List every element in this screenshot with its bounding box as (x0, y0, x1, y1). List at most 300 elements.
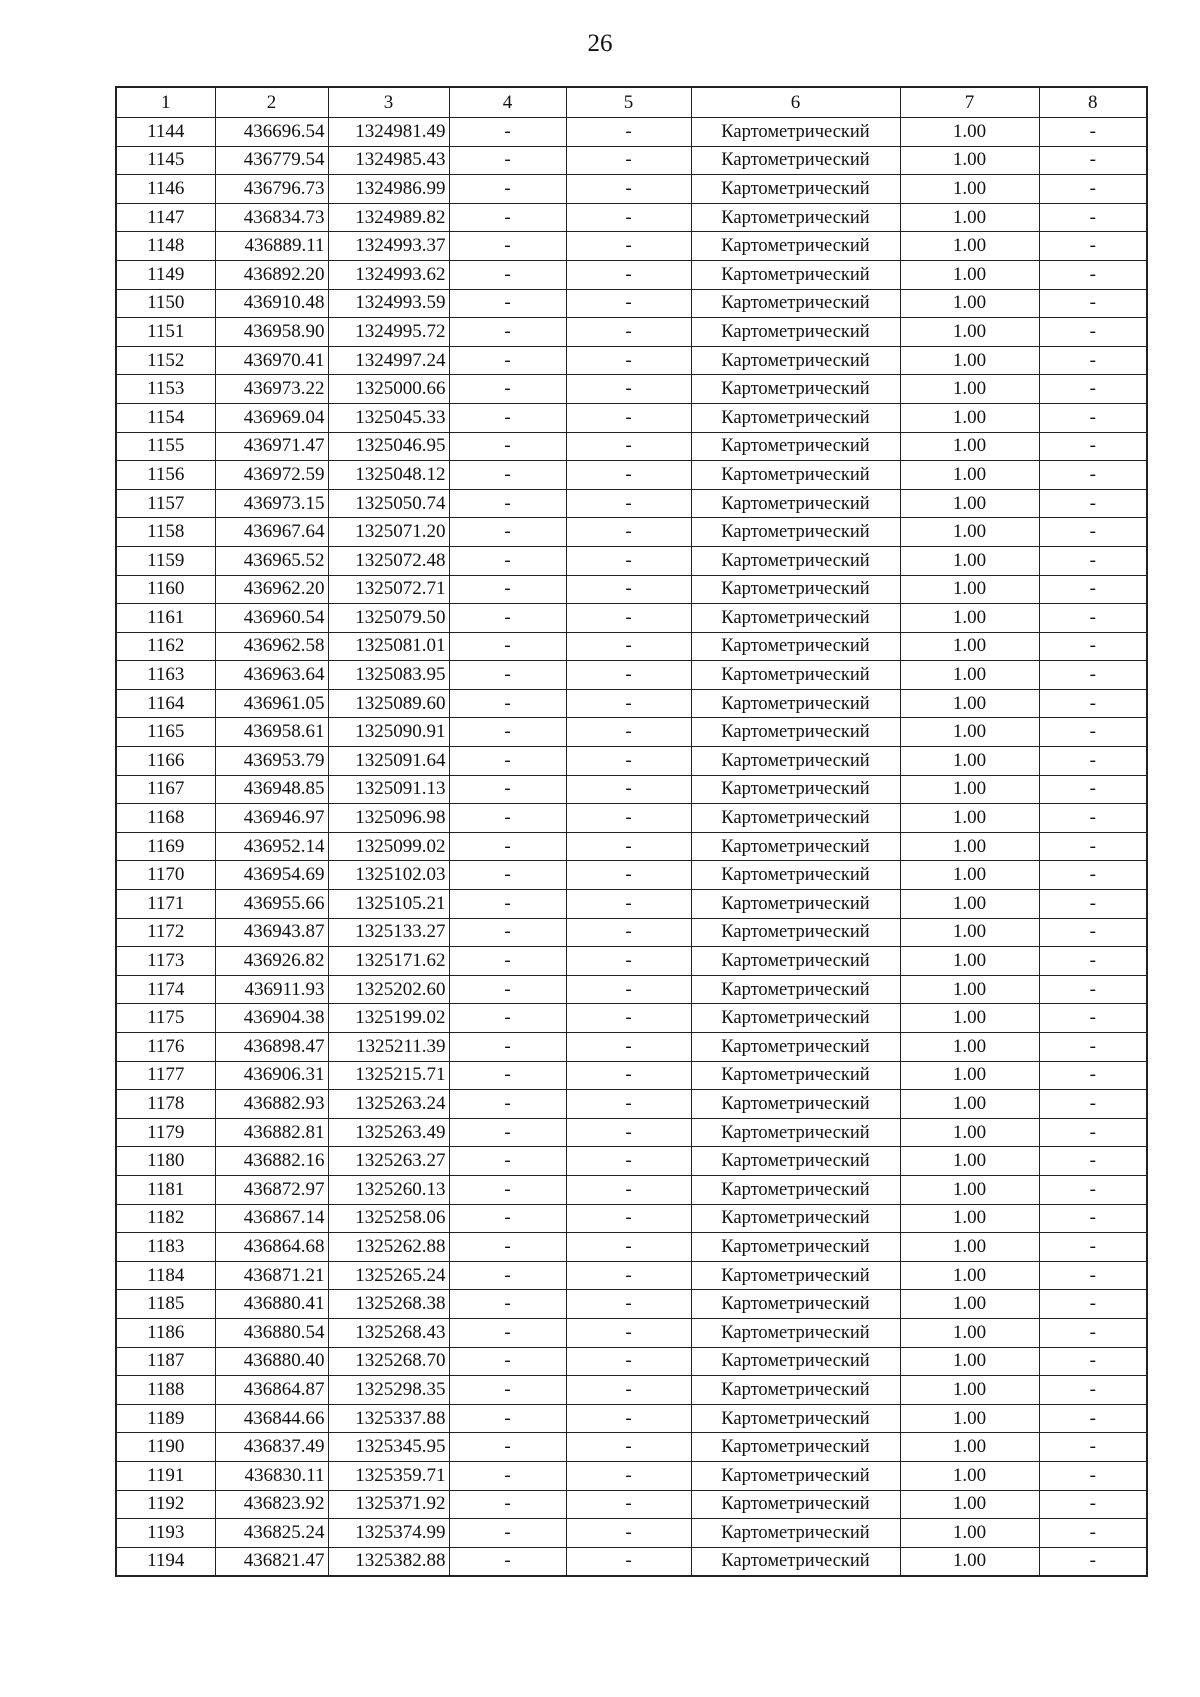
table-row (116, 1204, 1147, 1233)
col5-cell: - (566, 1147, 691, 1176)
point-number-cell: 1148 (116, 232, 215, 261)
method-cell: Картометрический (691, 1376, 900, 1405)
x-coordinate-cell: 436779.54 (215, 146, 328, 175)
col8-cell: - (1039, 1061, 1147, 1090)
y-coordinate-cell: 1324993.62 (328, 260, 449, 289)
point-number-cell: 1163 (116, 661, 215, 690)
col4-cell: - (449, 1118, 566, 1147)
accuracy-cell: 1.00 (900, 1118, 1039, 1147)
accuracy-cell: 1.00 (900, 1090, 1039, 1119)
col8-cell: - (1039, 832, 1147, 861)
accuracy-cell: 1.00 (900, 1404, 1039, 1433)
col4-cell: - (449, 1490, 566, 1519)
y-coordinate-cell: 1325091.64 (328, 747, 449, 776)
col8-cell: - (1039, 232, 1147, 261)
y-coordinate-cell: 1325374.99 (328, 1519, 449, 1548)
col5-cell: - (566, 1519, 691, 1548)
accuracy-cell: 1.00 (900, 203, 1039, 232)
method-cell: Картометрический (691, 118, 900, 147)
col5-cell: - (566, 289, 691, 318)
col8-cell: - (1039, 804, 1147, 833)
y-coordinate-cell: 1325268.70 (328, 1347, 449, 1376)
method-cell: Картометрический (691, 1033, 900, 1062)
col5-cell: - (566, 1404, 691, 1433)
table-row (116, 232, 1147, 261)
col5-cell: - (566, 461, 691, 490)
page-number: 26 (587, 30, 613, 57)
point-number-cell: 1157 (116, 489, 215, 518)
col4-cell: - (449, 1033, 566, 1062)
table-row (116, 1147, 1147, 1176)
y-coordinate-cell: 1325000.66 (328, 375, 449, 404)
col5-cell: - (566, 1004, 691, 1033)
x-coordinate-cell: 436880.41 (215, 1290, 328, 1319)
accuracy-cell: 1.00 (900, 947, 1039, 976)
col8-cell: - (1039, 175, 1147, 204)
table-row (116, 461, 1147, 490)
col5-cell: - (566, 804, 691, 833)
point-number-cell: 1156 (116, 461, 215, 490)
y-coordinate-cell: 1325298.35 (328, 1376, 449, 1405)
col4-cell: - (449, 975, 566, 1004)
col4-cell: - (449, 890, 566, 919)
col5-cell: - (566, 260, 691, 289)
accuracy-cell: 1.00 (900, 661, 1039, 690)
table-row (116, 518, 1147, 547)
point-number-cell: 1153 (116, 375, 215, 404)
method-cell: Картометрический (691, 918, 900, 947)
accuracy-cell: 1.00 (900, 918, 1039, 947)
col8-cell: - (1039, 1519, 1147, 1548)
table-row (116, 632, 1147, 661)
point-number-cell: 1146 (116, 175, 215, 204)
y-coordinate-cell: 1325081.01 (328, 632, 449, 661)
col4-cell: - (449, 203, 566, 232)
accuracy-cell: 1.00 (900, 1290, 1039, 1319)
method-cell: Картометрический (691, 632, 900, 661)
x-coordinate-cell: 436962.58 (215, 632, 328, 661)
col8-cell: - (1039, 947, 1147, 976)
accuracy-cell: 1.00 (900, 146, 1039, 175)
y-coordinate-cell: 1324986.99 (328, 175, 449, 204)
x-coordinate-cell: 436904.38 (215, 1004, 328, 1033)
x-coordinate-cell: 436892.20 (215, 260, 328, 289)
point-number-cell: 1183 (116, 1233, 215, 1262)
x-coordinate-cell: 436970.41 (215, 346, 328, 375)
col4-cell: - (449, 689, 566, 718)
col4-cell: - (449, 1090, 566, 1119)
col4-cell: - (449, 403, 566, 432)
col5-cell: - (566, 918, 691, 947)
x-coordinate-cell: 436973.22 (215, 375, 328, 404)
table-row (116, 1490, 1147, 1519)
point-number-cell: 1171 (116, 890, 215, 919)
method-cell: Картометрический (691, 203, 900, 232)
y-coordinate-cell: 1325096.98 (328, 804, 449, 833)
col4-cell: - (449, 232, 566, 261)
col8-cell: - (1039, 346, 1147, 375)
method-cell: Картометрический (691, 1147, 900, 1176)
col5-cell: - (566, 432, 691, 461)
point-number-cell: 1172 (116, 918, 215, 947)
table-row (116, 575, 1147, 604)
y-coordinate-cell: 1324997.24 (328, 346, 449, 375)
table-row (116, 775, 1147, 804)
y-coordinate-cell: 1325045.33 (328, 403, 449, 432)
col8-cell: - (1039, 1290, 1147, 1319)
col8-cell: - (1039, 1033, 1147, 1062)
col8-cell: - (1039, 861, 1147, 890)
col4-cell: - (449, 346, 566, 375)
accuracy-cell: 1.00 (900, 832, 1039, 861)
method-cell: Картометрический (691, 604, 900, 633)
method-cell: Картометрический (691, 1404, 900, 1433)
col4-cell: - (449, 575, 566, 604)
y-coordinate-cell: 1325046.95 (328, 432, 449, 461)
table-row (116, 890, 1147, 919)
y-coordinate-cell: 1325262.88 (328, 1233, 449, 1262)
accuracy-cell: 1.00 (900, 489, 1039, 518)
x-coordinate-cell: 436962.20 (215, 575, 328, 604)
point-number-cell: 1165 (116, 718, 215, 747)
point-number-cell: 1189 (116, 1404, 215, 1433)
accuracy-cell: 1.00 (900, 861, 1039, 890)
x-coordinate-cell: 436898.47 (215, 1033, 328, 1062)
col4-cell: - (449, 1376, 566, 1405)
table-row (116, 1033, 1147, 1062)
col8-cell: - (1039, 1147, 1147, 1176)
point-number-cell: 1160 (116, 575, 215, 604)
table-row (116, 1433, 1147, 1462)
x-coordinate-cell: 436971.47 (215, 432, 328, 461)
accuracy-cell: 1.00 (900, 403, 1039, 432)
col4-cell: - (449, 1290, 566, 1319)
y-coordinate-cell: 1325371.92 (328, 1490, 449, 1519)
col4-cell: - (449, 1404, 566, 1433)
method-cell: Картометрический (691, 747, 900, 776)
point-number-cell: 1150 (116, 289, 215, 318)
column-header: 5 (566, 87, 691, 118)
y-coordinate-cell: 1325268.38 (328, 1290, 449, 1319)
accuracy-cell: 1.00 (900, 1318, 1039, 1347)
x-coordinate-cell: 436948.85 (215, 775, 328, 804)
col4-cell: - (449, 918, 566, 947)
col5-cell: - (566, 975, 691, 1004)
col5-cell: - (566, 518, 691, 547)
method-cell: Картометрический (691, 1433, 900, 1462)
table-row (116, 1290, 1147, 1319)
table-row (116, 861, 1147, 890)
col4-cell: - (449, 1147, 566, 1176)
col8-cell: - (1039, 118, 1147, 147)
point-number-cell: 1186 (116, 1318, 215, 1347)
point-number-cell: 1164 (116, 689, 215, 718)
point-number-cell: 1190 (116, 1433, 215, 1462)
table-row (116, 1175, 1147, 1204)
table-row (116, 832, 1147, 861)
col4-cell: - (449, 118, 566, 147)
point-number-cell: 1187 (116, 1347, 215, 1376)
method-cell: Картометрический (691, 1547, 900, 1576)
x-coordinate-cell: 436837.49 (215, 1433, 328, 1462)
col5-cell: - (566, 890, 691, 919)
col4-cell: - (449, 804, 566, 833)
x-coordinate-cell: 436955.66 (215, 890, 328, 919)
point-number-cell: 1155 (116, 432, 215, 461)
x-coordinate-cell: 436946.97 (215, 804, 328, 833)
method-cell: Картометрический (691, 1004, 900, 1033)
point-number-cell: 1179 (116, 1118, 215, 1147)
col4-cell: - (449, 1318, 566, 1347)
y-coordinate-cell: 1325202.60 (328, 975, 449, 1004)
col8-cell: - (1039, 1090, 1147, 1119)
x-coordinate-cell: 436864.87 (215, 1376, 328, 1405)
point-number-cell: 1182 (116, 1204, 215, 1233)
y-coordinate-cell: 1325102.03 (328, 861, 449, 890)
col8-cell: - (1039, 146, 1147, 175)
col5-cell: - (566, 661, 691, 690)
accuracy-cell: 1.00 (900, 518, 1039, 547)
col4-cell: - (449, 289, 566, 318)
col5-cell: - (566, 832, 691, 861)
method-cell: Картометрический (691, 461, 900, 490)
y-coordinate-cell: 1325089.60 (328, 689, 449, 718)
col4-cell: - (449, 432, 566, 461)
col5-cell: - (566, 947, 691, 976)
col4-cell: - (449, 1175, 566, 1204)
table-row (116, 260, 1147, 289)
point-number-cell: 1181 (116, 1175, 215, 1204)
col8-cell: - (1039, 1004, 1147, 1033)
x-coordinate-cell: 436880.54 (215, 1318, 328, 1347)
table-row (116, 1118, 1147, 1147)
x-coordinate-cell: 436867.14 (215, 1204, 328, 1233)
table-row (116, 1519, 1147, 1548)
method-cell: Картометрический (691, 947, 900, 976)
col4-cell: - (449, 375, 566, 404)
accuracy-cell: 1.00 (900, 318, 1039, 347)
y-coordinate-cell: 1325260.13 (328, 1175, 449, 1204)
col4-cell: - (449, 1519, 566, 1548)
column-header: 7 (900, 87, 1039, 118)
col4-cell: - (449, 318, 566, 347)
x-coordinate-cell: 436796.73 (215, 175, 328, 204)
col5-cell: - (566, 747, 691, 776)
col4-cell: - (449, 604, 566, 633)
x-coordinate-cell: 436953.79 (215, 747, 328, 776)
table-row (116, 318, 1147, 347)
method-cell: Картометрический (691, 1175, 900, 1204)
y-coordinate-cell: 1325133.27 (328, 918, 449, 947)
col8-cell: - (1039, 632, 1147, 661)
table-row (116, 346, 1147, 375)
col4-cell: - (449, 1433, 566, 1462)
col5-cell: - (566, 175, 691, 204)
method-cell: Картометрический (691, 1290, 900, 1319)
col4-cell: - (449, 146, 566, 175)
table-row (116, 146, 1147, 175)
x-coordinate-cell: 436958.90 (215, 318, 328, 347)
accuracy-cell: 1.00 (900, 804, 1039, 833)
col5-cell: - (566, 1461, 691, 1490)
table-row (116, 489, 1147, 518)
y-coordinate-cell: 1325105.21 (328, 890, 449, 919)
col5-cell: - (566, 118, 691, 147)
point-number-cell: 1193 (116, 1519, 215, 1548)
column-header: 3 (328, 87, 449, 118)
x-coordinate-cell: 436864.68 (215, 1233, 328, 1262)
y-coordinate-cell: 1325071.20 (328, 518, 449, 547)
x-coordinate-cell: 436882.81 (215, 1118, 328, 1147)
x-coordinate-cell: 436967.64 (215, 518, 328, 547)
col5-cell: - (566, 718, 691, 747)
x-coordinate-cell: 436825.24 (215, 1519, 328, 1548)
col4-cell: - (449, 518, 566, 547)
col4-cell: - (449, 718, 566, 747)
point-number-cell: 1176 (116, 1033, 215, 1062)
table-row (116, 1376, 1147, 1405)
method-cell: Картометрический (691, 575, 900, 604)
x-coordinate-cell: 436965.52 (215, 546, 328, 575)
col4-cell: - (449, 747, 566, 776)
table-row (116, 1461, 1147, 1490)
accuracy-cell: 1.00 (900, 575, 1039, 604)
table-row (116, 1004, 1147, 1033)
x-coordinate-cell: 436871.21 (215, 1261, 328, 1290)
col5-cell: - (566, 632, 691, 661)
method-cell: Картометрический (691, 175, 900, 204)
y-coordinate-cell: 1325263.27 (328, 1147, 449, 1176)
table-row (116, 1061, 1147, 1090)
col4-cell: - (449, 546, 566, 575)
y-coordinate-cell: 1325215.71 (328, 1061, 449, 1090)
point-number-cell: 1149 (116, 260, 215, 289)
accuracy-cell: 1.00 (900, 1204, 1039, 1233)
table-row (116, 203, 1147, 232)
col4-cell: - (449, 947, 566, 976)
y-coordinate-cell: 1324985.43 (328, 146, 449, 175)
accuracy-cell: 1.00 (900, 546, 1039, 575)
accuracy-cell: 1.00 (900, 604, 1039, 633)
method-cell: Картометрический (691, 1490, 900, 1519)
method-cell: Картометрический (691, 432, 900, 461)
col5-cell: - (566, 1290, 691, 1319)
point-number-cell: 1166 (116, 747, 215, 776)
x-coordinate-cell: 436882.16 (215, 1147, 328, 1176)
accuracy-cell: 1.00 (900, 232, 1039, 261)
col4-cell: - (449, 461, 566, 490)
method-cell: Картометрический (691, 518, 900, 547)
method-cell: Картометрический (691, 890, 900, 919)
point-number-cell: 1188 (116, 1376, 215, 1405)
accuracy-cell: 1.00 (900, 1061, 1039, 1090)
col4-cell: - (449, 632, 566, 661)
column-header: 6 (691, 87, 900, 118)
point-number-cell: 1147 (116, 203, 215, 232)
x-coordinate-cell: 436834.73 (215, 203, 328, 232)
method-cell: Картометрический (691, 1233, 900, 1262)
table-row (116, 661, 1147, 690)
col4-cell: - (449, 661, 566, 690)
x-coordinate-cell: 436972.59 (215, 461, 328, 490)
method-cell: Картометрический (691, 775, 900, 804)
table-row (116, 604, 1147, 633)
col5-cell: - (566, 1376, 691, 1405)
y-coordinate-cell: 1325337.88 (328, 1404, 449, 1433)
col8-cell: - (1039, 1261, 1147, 1290)
point-number-cell: 1177 (116, 1061, 215, 1090)
accuracy-cell: 1.00 (900, 346, 1039, 375)
point-number-cell: 1184 (116, 1261, 215, 1290)
point-number-cell: 1173 (116, 947, 215, 976)
point-number-cell: 1145 (116, 146, 215, 175)
x-coordinate-cell: 436910.48 (215, 289, 328, 318)
method-cell: Картометрический (691, 146, 900, 175)
point-number-cell: 1161 (116, 604, 215, 633)
col4-cell: - (449, 1261, 566, 1290)
accuracy-cell: 1.00 (900, 1461, 1039, 1490)
col8-cell: - (1039, 975, 1147, 1004)
x-coordinate-cell: 436823.92 (215, 1490, 328, 1519)
accuracy-cell: 1.00 (900, 1347, 1039, 1376)
method-cell: Картометрический (691, 1061, 900, 1090)
accuracy-cell: 1.00 (900, 1519, 1039, 1548)
col4-cell: - (449, 832, 566, 861)
col8-cell: - (1039, 718, 1147, 747)
y-coordinate-cell: 1325359.71 (328, 1461, 449, 1490)
col4-cell: - (449, 1061, 566, 1090)
y-coordinate-cell: 1325072.48 (328, 546, 449, 575)
col5-cell: - (566, 1090, 691, 1119)
col8-cell: - (1039, 747, 1147, 776)
point-number-cell: 1144 (116, 118, 215, 147)
accuracy-cell: 1.00 (900, 432, 1039, 461)
col5-cell: - (566, 146, 691, 175)
method-cell: Картометрический (691, 832, 900, 861)
x-coordinate-cell: 436911.93 (215, 975, 328, 1004)
point-number-cell: 1174 (116, 975, 215, 1004)
point-number-cell: 1162 (116, 632, 215, 661)
accuracy-cell: 1.00 (900, 1033, 1039, 1062)
col8-cell: - (1039, 689, 1147, 718)
point-number-cell: 1169 (116, 832, 215, 861)
col8-cell: - (1039, 1233, 1147, 1262)
accuracy-cell: 1.00 (900, 718, 1039, 747)
col5-cell: - (566, 1204, 691, 1233)
col8-cell: - (1039, 489, 1147, 518)
accuracy-cell: 1.00 (900, 1233, 1039, 1262)
y-coordinate-cell: 1325263.49 (328, 1118, 449, 1147)
method-cell: Картометрический (691, 346, 900, 375)
col5-cell: - (566, 775, 691, 804)
col5-cell: - (566, 861, 691, 890)
col8-cell: - (1039, 289, 1147, 318)
accuracy-cell: 1.00 (900, 260, 1039, 289)
accuracy-cell: 1.00 (900, 461, 1039, 490)
method-cell: Картометрический (691, 661, 900, 690)
method-cell: Картометрический (691, 1261, 900, 1290)
col8-cell: - (1039, 432, 1147, 461)
col8-cell: - (1039, 1547, 1147, 1576)
method-cell: Картометрический (691, 546, 900, 575)
y-coordinate-cell: 1324993.59 (328, 289, 449, 318)
col8-cell: - (1039, 575, 1147, 604)
table-row (116, 1233, 1147, 1262)
y-coordinate-cell: 1325265.24 (328, 1261, 449, 1290)
col4-cell: - (449, 861, 566, 890)
table-row (116, 747, 1147, 776)
accuracy-cell: 1.00 (900, 1175, 1039, 1204)
